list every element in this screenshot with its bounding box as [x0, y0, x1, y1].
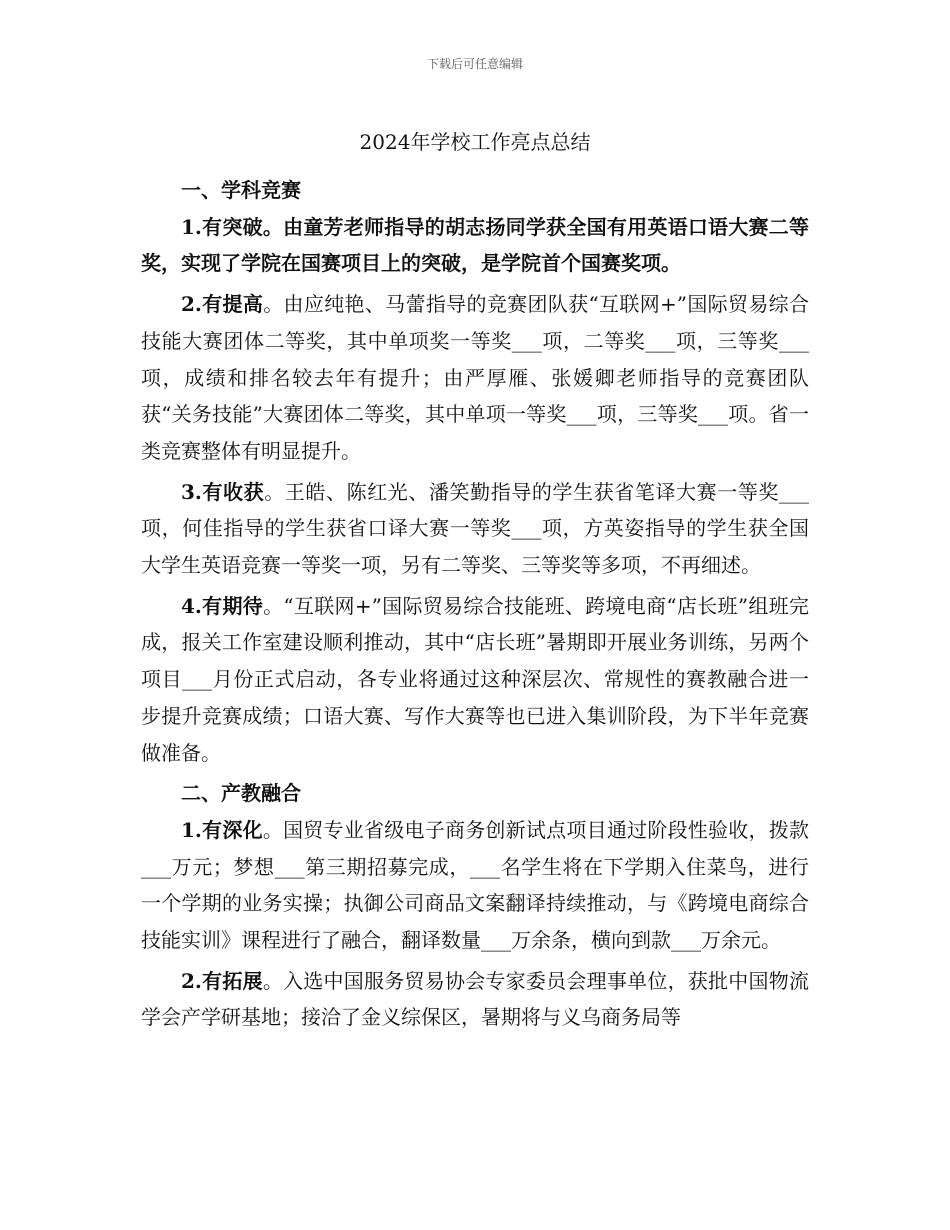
document-title: 2024年学校工作亮点总结 — [359, 130, 591, 154]
paragraph: 1.有深化。国贸专业省级电子商务创新试点项目通过阶段性验收，拨款___万元；梦想___第三期招募完成，___名学生将在下学期入住菜鸟，进行一个学期的业务实操；执御公司商品文案翻译持续推动，与《跨境电商综合技能实训》课程进行了融合，翻译数量___万余条，横向到款___万余元。 — [141, 817, 809, 953]
page-header: 下载后可任意编辑 — [426, 57, 523, 71]
paragraph: 4.有期待。“互联网+”国际贸易综合技能班、跨境电商“店长班”组班完成，报关工作室建设顺利推动，其中“店长班”暑期即开展业务训练，另两个项目___月份正式启动，各专业将通过这种深层次、常规性的赛教融合进一步提升竞赛成绩；口语大赛、写作大赛等也已进入集训阶段，为下半年竞赛做准备。 — [141, 593, 809, 765]
paragraph: 2.有拓展。入选中国服务贸易协会专家委员会理事单位，获批中国物流学会产学研基地；接洽了金义综保区，暑期将与义乌商务局等 — [141, 968, 809, 1030]
paragraph: 1.有突破。由童芳老师指导的胡志扬同学获全国有用英语口语大赛二等奖，实现了学院在国赛项目上的突破，是学院首个国赛奖项。 — [141, 214, 810, 276]
paragraph: 2.有提高。由应纯艳、马蕾指导的竞赛团队获“互联网+”国际贸易综合技能大赛团体二等奖，其中单项奖一等奖___项，二等奖___项，三等奖___项，成绩和排名较去年有提升；由严厚雁、张媛卿老师指导的竞赛团队获“关务技能”大赛团体二等奖，其中单项一等奖___项，三等奖___项。省一类竞赛整体有明显提升。 — [141, 292, 809, 463]
section-heading: 一、学科竞赛 — [181, 178, 301, 202]
section-heading: 二、产教融合 — [181, 781, 301, 806]
document-body — [141, 168, 809, 1036]
paragraph: 3.有收获。王皓、陈红光、潘笑勤指导的学生获省笔译大赛一等奖___项，何佳指导的学生获省口译大赛一等奖___项，方英姿指导的学生获全国大学生英语竞赛一等奖一项，另有二等奖、三等奖等多项，不再细述。 — [141, 479, 809, 578]
